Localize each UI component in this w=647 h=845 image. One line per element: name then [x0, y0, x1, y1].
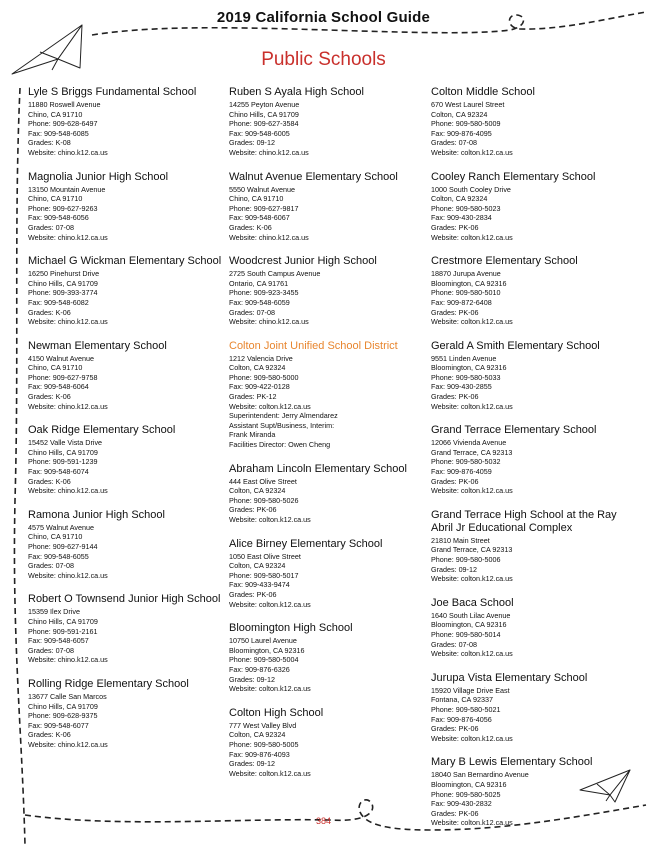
school-name: Colton Middle School — [431, 86, 535, 98]
listing-detail-line: Fax: 909-548-6064 — [28, 382, 89, 392]
listing-detail-line: Superintendent: Jerry Almendarez — [229, 411, 338, 421]
school-listing — [431, 509, 631, 584]
listing-detail-line: 18040 San Bernardino Avenue — [431, 770, 529, 780]
listing-detail-line: 11880 Roswell Avenue — [28, 100, 101, 109]
listing-detail-line: Website: colton.k12.ca.us — [229, 684, 311, 694]
listing-detail-line: Phone: 909-580-5010 — [431, 288, 501, 298]
listing-detail-line: Phone: 909-580-5004 — [229, 655, 299, 665]
listing-detail-line: Phone: 909-580-5006 — [431, 555, 501, 564]
listing-detail-line: Website: chino.k12.ca.us — [28, 739, 108, 749]
listing-detail-line: Frank Miranda — [229, 430, 276, 440]
listing-detail-line: 16250 Pinehurst Drive — [28, 269, 100, 279]
listing-detail-line: Chino, CA 91710 — [229, 194, 284, 204]
listing-detail-line: Website: chino.k12.ca.us — [28, 317, 108, 327]
listing-detail-line: Website: colton.k12.ca.us — [431, 733, 513, 743]
listing-detail-line: Website: chino.k12.ca.us — [28, 570, 108, 580]
school-name: Lyle S Briggs Fundamental School — [28, 86, 197, 98]
listing-detail-line: 9551 Linden Avenue — [431, 353, 497, 363]
school-listing — [431, 672, 631, 744]
listing-detail-line: Grades: 07-08 — [28, 645, 74, 655]
school-name: Joe Baca School — [431, 596, 514, 609]
listing-detail-line: Fontana, CA 92337 — [431, 695, 493, 705]
listing-detail-line: Fax: 909-422-0128 — [229, 382, 290, 392]
page-header-title: 2019 California School Guide — [216, 9, 431, 26]
listing-detail-line: Phone: 909-580-5033 — [431, 372, 501, 382]
listing-detail-line: Fax: 909-548-6005 — [229, 128, 290, 138]
school-listing — [431, 597, 631, 659]
school-name: Jurupa Vista Elementary School — [431, 671, 588, 684]
listing-detail-line: Website: chino.k12.ca.us — [28, 401, 108, 411]
listing-detail-line: Grand Terrace, CA 92313 — [431, 447, 513, 457]
listing-detail-line: Colton, CA 92324 — [229, 561, 286, 571]
listing-detail-line: 21810 Main Street — [431, 535, 490, 545]
listing-detail-line: 670 West Laurel Street — [431, 100, 505, 109]
listing-detail-line: 1640 South Lilac Avenue — [431, 610, 511, 620]
listing-detail-line: Bloomington, CA 92316 — [229, 645, 305, 655]
listing-detail-line: Grades: K-08 — [28, 138, 71, 148]
listing-detail-line: 2725 South Campus Avenue — [229, 269, 321, 279]
listing-detail-line: Chino, CA 91710 — [28, 363, 83, 373]
listing-detail-line: Fax: 909-548-6074 — [28, 467, 89, 477]
listing-detail-line: Colton, CA 92324 — [229, 363, 286, 373]
listing-detail-line: Phone: 909-580-5021 — [431, 704, 501, 714]
school-listing — [28, 593, 228, 665]
listing-detail-line: Fax: 909-430-2834 — [431, 213, 492, 223]
listing-detail-line: 1050 East Olive Street — [229, 551, 301, 561]
listing-detail-line: Grades: PK-06 — [431, 307, 479, 317]
listing-detail-line: Website: chino.k12.ca.us — [229, 317, 309, 327]
school-listing — [431, 86, 631, 158]
listing-detail-line: Grades: 07-08 — [431, 639, 477, 649]
column-3 — [431, 86, 631, 828]
listing-detail-line: Grades: 07-08 — [28, 561, 74, 571]
listing-detail-line: 1000 South Cooley Drive — [431, 184, 511, 194]
listing-detail-line: 444 East Olive Street — [229, 476, 297, 486]
school-name: Alice Birney Elementary School — [229, 537, 383, 550]
listing-detail-line: Phone: 909-591-1239 — [28, 457, 98, 467]
column-1 — [28, 86, 228, 750]
listing-detail-line: Fax: 909-433-9474 — [229, 580, 290, 590]
listing-detail-line: Bloomington, CA 92316 — [431, 363, 507, 373]
listing-detail-line: 18870 Jurupa Avenue — [431, 269, 501, 279]
school-listing — [28, 171, 228, 243]
school-listing — [28, 424, 228, 496]
listing-detail-line: Fax: 909-876-4095 — [431, 128, 492, 138]
listing-detail-line: Website: colton.k12.ca.us — [229, 599, 311, 609]
school-listing — [229, 622, 429, 694]
school-name: Ruben S Ayala High School — [229, 86, 364, 98]
listing-detail-line: Fax: 909-872-6408 — [431, 297, 492, 307]
listing-detail-line: Grades: K-06 — [229, 222, 272, 232]
listing-detail-line: Fax: 909-876-4093 — [229, 749, 290, 759]
listing-detail-line: 13677 Calle San Marcos — [28, 691, 107, 701]
school-name: Oak Ridge Elementary School — [28, 424, 176, 437]
school-listing — [28, 86, 228, 158]
listing-detail-line: Website: chino.k12.ca.us — [229, 232, 309, 242]
listing-detail-line: Website: chino.k12.ca.us — [28, 655, 108, 665]
school-name: Abraham Lincoln Elementary School — [229, 462, 407, 475]
listing-detail-line: 10750 Laurel Avenue — [229, 636, 297, 646]
listing-detail-line: Phone: 909-393-3774 — [28, 288, 98, 298]
school-name: Grand Terrace Elementary School — [431, 424, 597, 437]
school-listing — [229, 171, 429, 243]
school-name: Colton High School — [229, 706, 324, 719]
school-name: Ramona Junior High School — [28, 508, 165, 521]
listing-detail-line: Phone: 909-580-5023 — [431, 203, 501, 213]
listing-detail-line: 4575 Walnut Avenue — [28, 522, 94, 532]
school-listing — [229, 538, 429, 610]
listing-detail-line: Colton, CA 92324 — [229, 730, 286, 740]
listing-detail-line: Grades: 07-08 — [229, 307, 275, 317]
listing-detail-line: Fax: 909-430-2855 — [431, 382, 492, 392]
listing-detail-line: Chino Hills, CA 91709 — [229, 109, 299, 119]
listing-detail-line: Website: colton.k12.ca.us — [431, 317, 513, 327]
listing-detail-line: Website: colton.k12.ca.us — [431, 147, 513, 157]
column-2 — [229, 86, 429, 778]
listing-detail-line: Fax: 909-876-6326 — [229, 664, 290, 674]
school-name: Grand Terrace High School at the Ray Abril Jr Educational Complex — [431, 508, 617, 534]
listing-detail-line: Grades: 09-12 — [229, 674, 275, 684]
school-listing — [229, 255, 429, 327]
listing-detail-line: Phone: 909-628-6497 — [28, 119, 98, 129]
listing-detail-line: Chino, CA 91710 — [28, 109, 83, 119]
listing-detail-line: Phone: 909-627-9263 — [28, 203, 98, 213]
listing-detail-line: Website: colton.k12.ca.us — [431, 401, 513, 411]
listing-detail-line: Phone: 909-627-9758 — [28, 372, 98, 382]
listing-detail-line: Chino Hills, CA 91709 — [28, 447, 98, 457]
listing-detail-line: Phone: 909-580-5026 — [229, 495, 299, 505]
listing-detail-line: Fax: 909-876-4059 — [431, 467, 492, 477]
listing-detail-line: Chino, CA 91710 — [28, 532, 83, 542]
listing-detail-line: Chino, CA 91710 — [28, 194, 83, 204]
listing-detail-line: Fax: 909-548-6077 — [28, 720, 89, 730]
listing-detail-line: Phone: 909-627-9144 — [28, 542, 98, 551]
school-name: Woodcrest Junior High School — [229, 255, 377, 268]
listing-detail-line: Grades: PK-06 — [229, 505, 277, 515]
listing-detail-line: 777 West Valley Blvd — [229, 720, 297, 730]
listing-detail-line: Website: chino.k12.ca.us — [28, 147, 108, 157]
school-name: Gerald A Smith Elementary School — [431, 339, 600, 352]
school-listing — [28, 340, 228, 412]
listing-detail-line: Colton, CA 92324 — [431, 194, 488, 204]
listing-detail-line: Website: colton.k12.ca.us — [229, 401, 311, 411]
listing-detail-line: Grades: 09-12 — [229, 138, 275, 148]
listing-detail-line: Phone: 909-627-9817 — [229, 203, 299, 213]
listing-detail-line: 15920 Village Drive East — [431, 685, 510, 695]
school-name: Michael G Wickman Elementary School — [28, 255, 222, 268]
listing-detail-line: Fax: 909-548-6082 — [28, 297, 89, 307]
listing-detail-line: Grades: 07-08 — [28, 222, 74, 232]
school-listing — [229, 463, 429, 525]
listing-detail-line: Grades: PK-06 — [431, 222, 479, 232]
listing-detail-line: 1212 Valencia Drive — [229, 353, 293, 363]
school-name: Robert O Townsend Junior High School — [28, 593, 221, 606]
listing-detail-line: Facilities Director: Owen Cheng — [229, 440, 331, 450]
listing-detail-line: Grades: PK-06 — [431, 392, 479, 402]
school-name: Newman Elementary School — [28, 339, 167, 352]
listing-detail-line: Colton, CA 92324 — [431, 109, 488, 119]
listing-detail-line: Website: chino.k12.ca.us — [229, 147, 309, 157]
listing-detail-line: Grades: K-06 — [28, 730, 71, 740]
listing-detail-line: Grades: 09-12 — [229, 759, 275, 769]
school-name: Cooley Ranch Elementary School — [431, 170, 596, 183]
listing-detail-line: Website: colton.k12.ca.us — [431, 574, 513, 584]
page-number: 384 — [315, 816, 332, 826]
listing-detail-line: Chino Hills, CA 91709 — [28, 701, 98, 711]
listing-detail-line: Phone: 909-580-5009 — [431, 119, 501, 129]
listing-detail-line: Website: colton.k12.ca.us — [229, 768, 311, 778]
school-name: Mary B Lewis Elementary School — [431, 756, 593, 769]
school-listing — [431, 340, 631, 412]
listing-detail-line: Fax: 909-548-6085 — [28, 128, 89, 138]
listing-detail-line: Phone: 909-628-9375 — [28, 711, 98, 721]
listing-detail-line: Website: colton.k12.ca.us — [431, 486, 513, 496]
listing-detail-line: 15452 Valle Vista Drive — [28, 438, 103, 448]
school-name: Rolling Ridge Elementary School — [28, 677, 189, 690]
listing-detail-line: 5550 Walnut Avenue — [229, 184, 295, 194]
listing-detail-line: 13150 Mountain Avenue — [28, 184, 106, 194]
listing-detail-line: Colton, CA 92324 — [229, 486, 286, 496]
school-listing — [229, 707, 429, 779]
listing-detail-line: Grades: PK-06 — [229, 589, 277, 599]
listing-detail-line: Fax: 909-430-2832 — [431, 799, 492, 809]
listing-detail-line: Website: colton.k12.ca.us — [431, 818, 513, 828]
school-listing — [28, 509, 228, 581]
listing-detail-line: Fax: 909-876-4056 — [431, 714, 492, 724]
listing-detail-line: Phone: 909-580-5032 — [431, 457, 501, 467]
school-listing — [28, 255, 228, 327]
school-name: Magnolia Junior High School — [28, 170, 169, 183]
listing-detail-line: Grades: K-06 — [28, 476, 71, 486]
listing-detail-line: Phone: 909-580-5017 — [229, 570, 299, 580]
listing-detail-line: Fax: 909-548-6067 — [229, 213, 290, 223]
listing-detail-line: Phone: 909-627-3584 — [229, 119, 299, 129]
listing-detail-line: Chino Hills, CA 91709 — [28, 616, 98, 626]
listing-detail-line: Fax: 909-548-6057 — [28, 636, 89, 646]
listing-detail-line: Bloomington, CA 92316 — [431, 278, 507, 288]
listing-detail-line: Grades: PK-12 — [229, 392, 277, 402]
district-listing — [229, 340, 429, 450]
listing-detail-line: Website: colton.k12.ca.us — [229, 515, 311, 524]
listing-detail-line: Grades: K-06 — [28, 307, 71, 317]
school-name: Crestmore Elementary School — [431, 255, 578, 268]
listing-detail-line: Fax: 909-548-6059 — [229, 297, 290, 307]
listing-detail-line: Grades: K-06 — [28, 392, 71, 402]
school-name: Bloomington High School — [229, 622, 353, 635]
school-listing — [431, 255, 631, 327]
section-title: Public Schools — [261, 49, 386, 70]
listing-detail-line: Grand Terrace, CA 92313 — [431, 545, 513, 555]
listing-detail-line: Grades: 09-12 — [431, 564, 477, 574]
listing-detail-line: Bloomington, CA 92316 — [431, 620, 507, 630]
listing-detail-line: Grades: 07-08 — [431, 138, 477, 148]
listing-detail-line: Phone: 909-580-5014 — [431, 629, 501, 639]
listing-detail-line: 15359 Ilex Drive — [28, 607, 80, 617]
school-listing — [431, 171, 631, 243]
listing-detail-line: 12066 Vivienda Avenue — [431, 438, 507, 448]
school-listing — [229, 86, 429, 158]
listing-detail-line: Grades: PK-06 — [431, 808, 479, 818]
school-listing — [28, 678, 228, 750]
listing-detail-line: Phone: 909-923-3455 — [229, 288, 299, 298]
listing-detail-line: Fax: 909-548-6055 — [28, 551, 89, 561]
listing-detail-line: Website: chino.k12.ca.us — [28, 486, 108, 496]
listing-detail-line: Assistant Supt/Business, Interim: — [229, 420, 335, 430]
listing-detail-line: 4150 Walnut Avenue — [28, 353, 94, 363]
listing-detail-line: Phone: 909-580-5025 — [431, 789, 501, 799]
district-name: Colton Joint Unified School District — [229, 339, 398, 352]
school-name: Walnut Avenue Elementary School — [229, 170, 398, 183]
listing-detail-line: 14255 Peyton Avenue — [229, 100, 300, 109]
listing-detail-line: Fax: 909-548-6056 — [28, 213, 89, 223]
listing-detail-line: Grades: PK-06 — [431, 724, 479, 734]
listing-detail-line: Website: colton.k12.ca.us — [431, 649, 513, 659]
listing-detail-line: Grades: PK-06 — [431, 476, 479, 486]
listing-detail-line: Website: colton.k12.ca.us — [431, 232, 513, 242]
listing-detail-line: Phone: 909-591-2161 — [28, 626, 98, 636]
listing-detail-line: Website: chino.k12.ca.us — [28, 232, 108, 242]
listing-detail-line: Phone: 909-580-5005 — [229, 739, 299, 749]
listing-detail-line: Bloomington, CA 92316 — [431, 779, 507, 789]
listing-detail-line: Phone: 909-580-5000 — [229, 372, 299, 382]
listing-detail-line: Chino Hills, CA 91709 — [28, 278, 98, 288]
listing-detail-line: Ontario, CA 91761 — [229, 278, 289, 288]
school-listing — [431, 424, 631, 496]
